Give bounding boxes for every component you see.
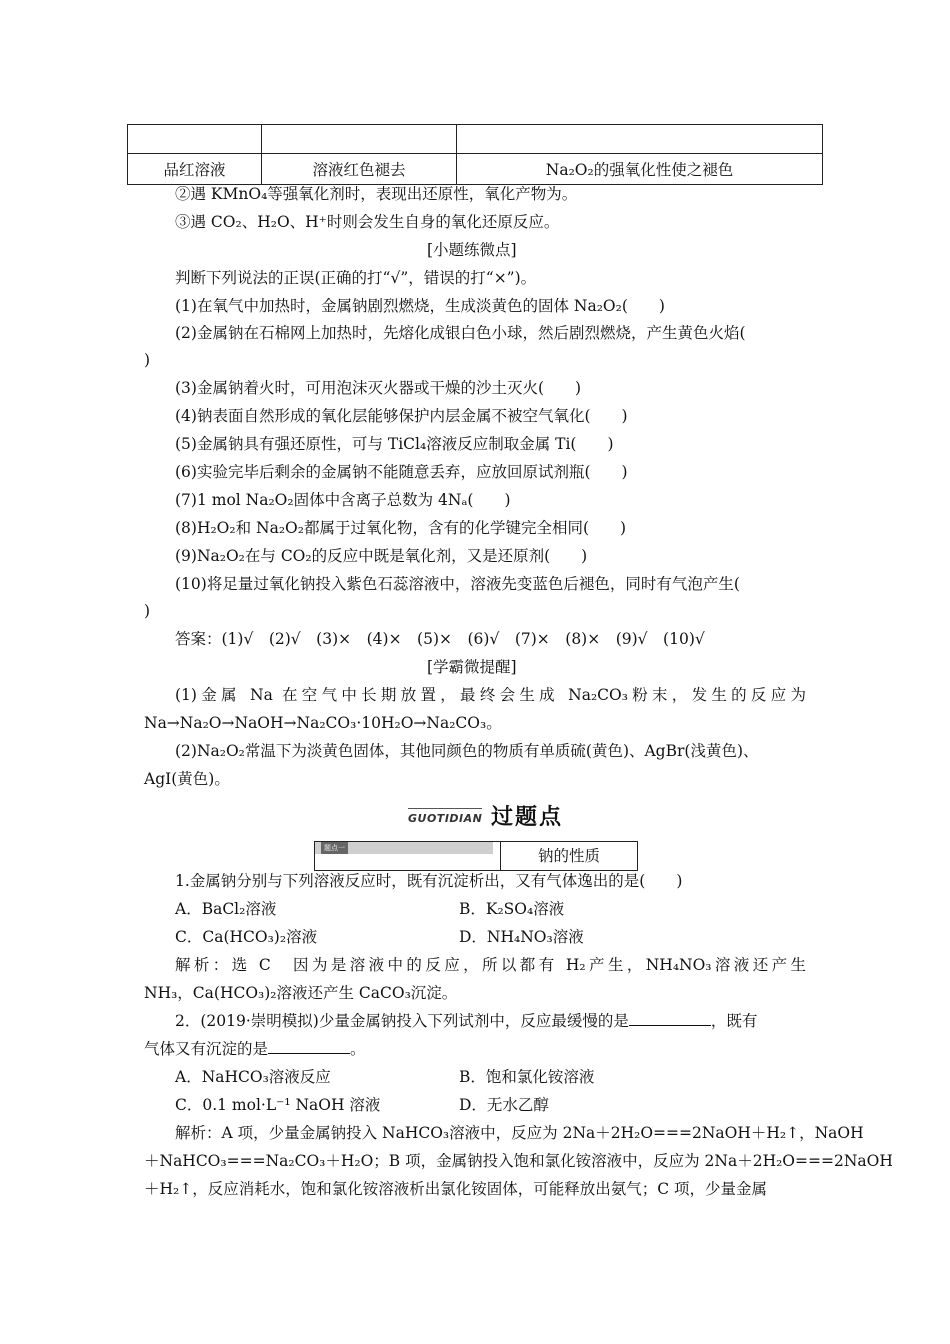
explanation: 解析：选 C 因为是溶液中的反应，所以都有 H₂产生，NH₄NO₃溶液还产生 xyxy=(175,956,806,974)
exercise-stem: 1.金属钠分别与下列溶液反应时，既有沉淀析出，又有气体逸出的是( ) xyxy=(175,872,683,890)
stem-text: 2．(2019·崇明模拟)少量金属钠投入下列试剂中，反应最缓慢的是 xyxy=(175,1012,629,1030)
table-cell-reagent: 品红溶液 xyxy=(128,154,262,185)
topic-box xyxy=(314,841,638,871)
exercise-stem xyxy=(144,1039,366,1059)
option-c: C．Ca(HCO₃)₂溶液 xyxy=(175,928,318,946)
question-item: (6)实验完毕后剩余的金属钠不能随意丢弃，应放回原试剂瓶( ) xyxy=(175,463,628,481)
table-cell-explanation: Na₂O₂的强氧化性使之褪色 xyxy=(457,154,823,185)
question-item: (5)金属钠具有强还原性，可与 TiCl₄溶液反应制取金属 Ti( ) xyxy=(175,435,614,453)
topic-tag xyxy=(315,842,493,854)
tip-text: (2)Na₂O₂常温下为淡黄色固体，其他同颜色的物质有单质硫(黄色)、AgBr(浅黄色)、 xyxy=(175,742,759,760)
section-heading xyxy=(408,800,578,830)
tip-text: (1)金属 Na 在空气中长期放置，最终会生成 Na₂CO₃粉末，发生的反应为 xyxy=(175,686,806,704)
question-item: (10)将足量过氧化钠投入紫色石蕊溶液中，溶液先变蓝色后褪色，同时有气泡产生( xyxy=(175,575,740,593)
answer-blank xyxy=(629,1011,711,1026)
question-item: (9)Na₂O₂在与 CO₂的反应中既是氧化剂，又是还原剂( ) xyxy=(175,547,588,565)
question-item: (3)金属钠着火时，可用泡沫灭火器或干燥的沙土灭火( ) xyxy=(175,379,582,397)
option-a: A．NaHCO₃溶液反应 xyxy=(175,1068,331,1086)
table-cell xyxy=(128,125,262,154)
section-heading-zh: 过题点 xyxy=(491,805,564,830)
question-item: (7)1 mol Na₂O₂固体中含离子总数为 4Nₐ( ) xyxy=(175,491,511,509)
text-line: ③遇 CO₂、H₂O、H⁺时则会发生自身的氧化还原反应。 xyxy=(175,213,560,231)
option-d: D．无水乙醇 xyxy=(459,1096,549,1114)
table-cell xyxy=(457,125,823,154)
explanation: ＋H₂↑，反应消耗水，饱和氯化铵溶液析出氯化铵固体，可能释放出氨气；C 项，少量金属 xyxy=(144,1180,768,1198)
question-item: (8)H₂O₂和 Na₂O₂都属于过氧化物，含有的化学键完全相同( ) xyxy=(175,519,627,537)
properties-table xyxy=(127,124,823,185)
question-item-cont: ) xyxy=(144,351,151,369)
question-item-cont: ) xyxy=(144,602,151,620)
question-item: (2)金属钠在石棉网上加热时，先熔化成银白色小球，然后剧烈燃烧，产生黄色火焰( xyxy=(175,324,746,342)
topic-tag-label: 题点一 xyxy=(321,842,348,854)
option-d: D．NH₄NO₃溶液 xyxy=(459,928,584,946)
tip-text: AgI(黄色)。 xyxy=(144,770,230,788)
answer-line: 答案：(1)√ (2)√ (3)× (4)× (5)× (6)√ (7)× (8)× (9)√ (10)√ xyxy=(175,630,705,648)
question-item: (4)钠表面自然形成的氧化层能够保护内层金属不被空气氧化( ) xyxy=(175,407,628,425)
table-row xyxy=(128,125,823,154)
tip-text: Na→Na₂O→NaOH→Na₂CO₃·10H₂O→Na₂CO₃。 xyxy=(144,714,502,732)
text-line: ②遇 KMnO₄等强氧化剂时，表现出还原性，氧化产物为。 xyxy=(175,185,578,203)
explanation: 解析：A 项，少量金属钠投入 NaHCO₃溶液中，反应为 2Na＋2H₂O===2NaOH＋H₂↑，NaOH xyxy=(175,1124,864,1142)
option-b: B．K₂SO₄溶液 xyxy=(459,900,565,918)
subheading-practice: [小题练微点] xyxy=(427,241,517,259)
exercise-stem xyxy=(175,1011,757,1031)
option-b: B．饱和氯化铵溶液 xyxy=(459,1068,595,1086)
question-item: (1)在氧气中加热时，金属钠剧烈燃烧，生成淡黄色的固体 Na₂O₂( ) xyxy=(175,297,665,315)
option-c: C．0.1 mol·L⁻¹ NaOH 溶液 xyxy=(175,1096,381,1114)
explanation: ＋NaHCO₃===Na₂CO₃＋H₂O；B 项，金属钠投入饱和氯化铵溶液中，反应为 2Na＋2H₂O===2NaOH xyxy=(144,1152,893,1170)
table-cell xyxy=(262,125,457,154)
table-row xyxy=(128,154,823,185)
option-a: A．BaCl₂溶液 xyxy=(175,900,277,918)
subheading-tips: [学霸微提醒] xyxy=(427,658,517,676)
table-cell-phenomenon: 溶液红色褪去 xyxy=(262,154,457,185)
explanation: NH₃，Ca(HCO₃)₂溶液还产生 CaCO₃沉淀。 xyxy=(144,984,458,1002)
stem-text: ，既有 xyxy=(710,1012,758,1030)
instruction-text: 判断下列说法的正误(正确的打“√”，错误的打“×”)。 xyxy=(175,269,537,287)
stem-text: 气体又有沉淀的是 xyxy=(144,1040,269,1058)
topic-label: 钠的性质 xyxy=(537,847,600,865)
section-heading-en: GUOTIDIAN xyxy=(408,812,483,825)
answer-blank xyxy=(268,1039,350,1054)
stem-text: 。 xyxy=(350,1040,366,1058)
